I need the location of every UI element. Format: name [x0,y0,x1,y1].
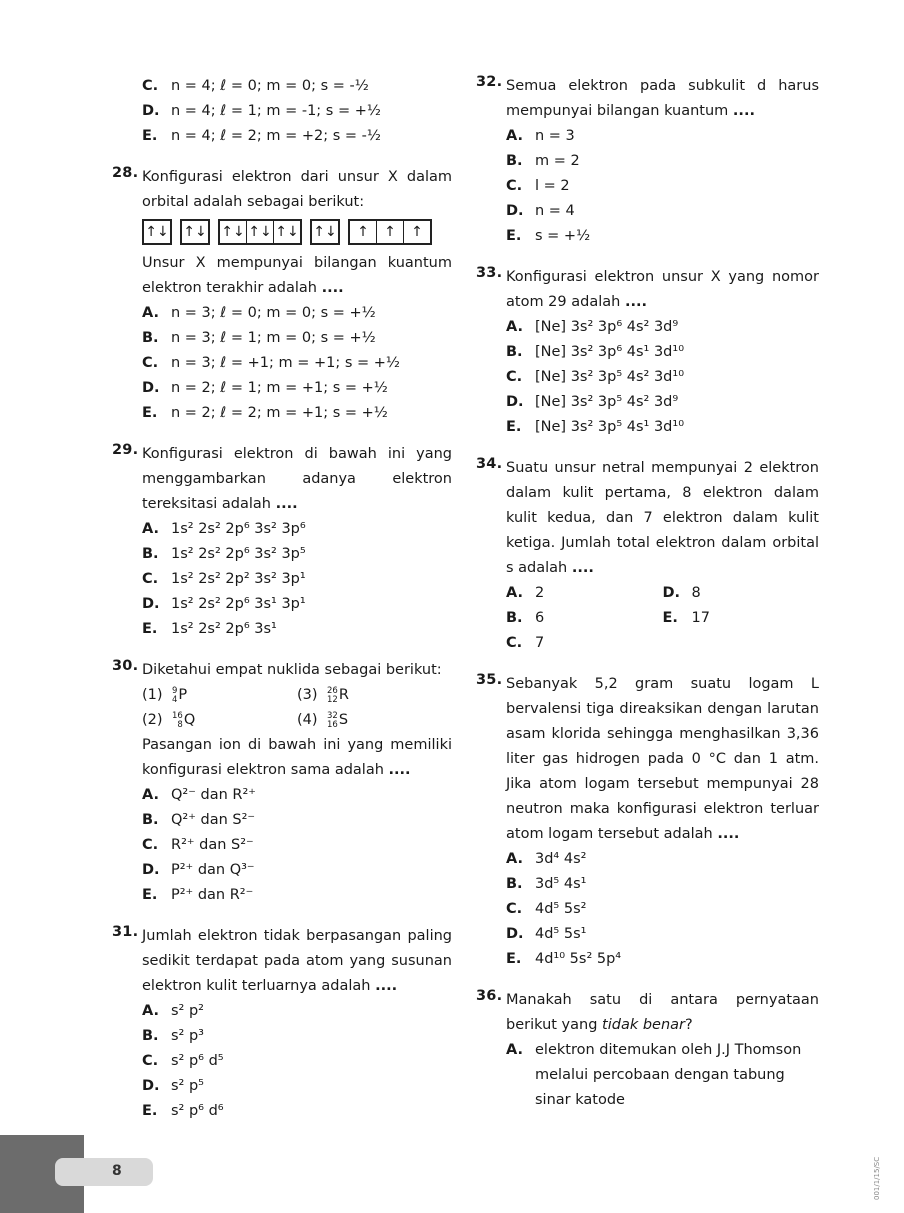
orbital-box: ↑↓ [145,224,169,240]
page-number-tab [55,1158,153,1186]
page-number: 8 [112,1163,122,1179]
option-31c[interactable]: C. s² p⁶ d⁵ [142,1053,224,1069]
question-stem: Konfigurasi elektron unsur X yang nomor atom 29 adalah .... [506,269,819,310]
question-28 [112,165,452,426]
orbital-box: ↑↓ [247,221,274,243]
question-number: 31. [112,924,139,940]
question-32 [476,74,819,249]
nuclide-symbol: 32 16 S [327,710,349,730]
option-29b[interactable]: B. 1s² 2s² 2p⁶ 3s² 3p⁵ [142,546,306,562]
orbital-box: ↑↓ [220,221,247,243]
option-34d[interactable]: D. 8 [662,585,701,601]
left-column [112,74,452,1140]
option-33a[interactable]: A. [Ne] 3s² 3p⁶ 4s² 3d⁹ [506,319,679,335]
question-number: 28. [112,165,139,181]
option-30b[interactable]: B. Q²⁺ dan S²⁻ [142,812,256,828]
question-number: 32. [476,74,503,90]
question-stem: Konfigurasi elektron dari unsur X dalam orbital adalah sebagai berikut: [142,169,452,210]
question-31 [112,924,452,1124]
question-stem: Konfigurasi elektron di bawah ini yang menggambarkan adanya elektron tereksitasi adalah .... [142,446,452,512]
option-34a[interactable]: A. 2 [506,585,545,601]
nuclide-symbol: 9 4 P [172,685,188,705]
option-32b[interactable]: B. m = 2 [506,153,580,169]
question-36 [476,988,819,1113]
question-stem: Sebanyak 5,2 gram suatu logam L bervalensi tiga direaksikan dengan larutan asam klorida sehingga menghasilkan 3,36 liter gas hidrogen pada 0 °C dan 1 atm. Jika atom logam tersebut mempunyai 28 neutron maka konfigurasi elektron terluar atom logam tersebut adalah .... [506,676,819,842]
option-36a[interactable]: A. elektron ditemukan oleh J.J Thomson melalui percobaan dengan tabung sinar katode [506,1042,802,1108]
option-32a[interactable]: A. n = 3 [506,128,575,144]
option-29d[interactable]: D. 1s² 2s² 2p⁶ 3s¹ 3p¹ [142,596,306,612]
question-stem: Jumlah elektron tidak berpasangan paling sedikit terdapat pada atom yang susunan elektron kulit terluarnya adalah .... [142,928,452,994]
option-33b[interactable]: B. [Ne] 3s² 3p⁶ 4s¹ 3d¹⁰ [506,344,685,360]
nuclide-symbol: 26 12 R [327,685,349,705]
nuclide-item: (1) 9 4 P [142,683,297,708]
question-stem-continued: Unsur X mempunyai bilangan kuantum elektron terakhir adalah .... [142,255,452,296]
option-35a[interactable]: A. 3d⁴ 4s² [506,851,587,867]
option-28b[interactable]: B. n = 3; ℓ = 1; m = 0; s = +½ [142,330,376,346]
orbital-box: ↑ [411,224,423,240]
option-31d[interactable]: D. s² p⁵ [142,1078,204,1094]
option-31e[interactable]: E. s² p⁶ d⁶ [142,1103,224,1119]
nuclide-item: (3) 26 12 R [297,683,452,708]
question-33 [476,265,819,440]
option-30c[interactable]: C. R²⁺ dan S²⁻ [142,837,254,853]
question-stem-continued: Pasangan ion di bawah ini yang memiliki konfigurasi elektron sama adalah .... [142,737,452,778]
question-number: 33. [476,265,503,281]
question-27-continued [112,74,452,149]
option-27d[interactable]: D. n = 4; ℓ = 1; m = -1; s = +½ [142,103,381,119]
orbital-group [310,219,340,245]
option-27e[interactable]: E. n = 4; ℓ = 2; m = +2; s = -½ [142,128,381,144]
option-30a[interactable]: A. Q²⁻ dan R²⁺ [142,787,256,803]
question-stem: Suatu unsur netral mempunyai 2 elektron dalam kulit pertama, 8 elektron dalam kulit kedua, dan 7 elektron dalam kulit ketiga. Jumlah total elektron dalam orbital s adalah .... [506,460,819,576]
question-number: 34. [476,456,503,472]
option-29a[interactable]: A. 1s² 2s² 2p⁶ 3s² 3p⁶ [142,521,306,537]
option-30d[interactable]: D. P²⁺ dan Q³⁻ [142,862,255,878]
nuclide-list [142,683,452,733]
orbital-group [180,219,210,245]
option-28c[interactable]: C. n = 3; ℓ = +1; m = +1; s = +½ [142,355,400,371]
option-31a[interactable]: A. s² p² [142,1003,204,1019]
option-32c[interactable]: C. l = 2 [506,178,570,194]
option-31b[interactable]: B. s² p³ [142,1028,204,1044]
orbital-group [218,219,302,245]
orbital-diagram [142,219,452,245]
question-number: 36. [476,988,503,1004]
option-32d[interactable]: D. n = 4 [506,203,575,219]
option-34c[interactable]: C. 7 [506,635,545,651]
option-35b[interactable]: B. 3d⁵ 4s¹ [506,876,587,892]
nuclide-item: (2) 16 8 Q [142,708,297,733]
option-34b[interactable]: B. 6 [506,610,545,626]
option-29e[interactable]: E. 1s² 2s² 2p⁶ 3s¹ [142,621,277,637]
nuclide-item: (4) 32 16 S [297,708,452,733]
question-stem: Manakah satu di antara pernyataan berikut yang tidak benar? [506,992,819,1033]
right-column [476,74,819,1129]
option-27c[interactable]: C. n = 4; ℓ = 0; m = 0; s = -½ [142,78,369,94]
question-stem: Semua elektron pada subkulit d harus mempunyai bilangan kuantum .... [506,78,819,119]
question-stem: Diketahui empat nuklida sebagai berikut: [142,662,442,678]
option-28a[interactable]: A. n = 3; ℓ = 0; m = 0; s = +½ [142,305,376,321]
option-35e[interactable]: E. 4d¹⁰ 5s² 5p⁴ [506,951,622,967]
option-32e[interactable]: E. s = +½ [506,228,591,244]
question-number: 30. [112,658,139,674]
options-grid [506,581,819,656]
orbital-box: ↑↓ [313,224,337,240]
print-code: 001/1/15/SC [873,1156,881,1200]
question-34 [476,456,819,656]
option-33c[interactable]: C. [Ne] 3s² 3p⁵ 4s² 3d¹⁰ [506,369,685,385]
question-number: 35. [476,672,503,688]
option-30e[interactable]: E. P²⁺ dan R²⁻ [142,887,254,903]
option-28e[interactable]: E. n = 2; ℓ = 2; m = +1; s = +½ [142,405,388,421]
nuclide-symbol: 16 8 Q [172,710,196,730]
question-number: 29. [112,442,139,458]
option-35d[interactable]: D. 4d⁵ 5s¹ [506,926,587,942]
orbital-group [348,219,432,245]
option-34e[interactable]: E. 17 [662,610,710,626]
orbital-box: ↑ [350,221,377,243]
option-35c[interactable]: C. 4d⁵ 5s² [506,901,587,917]
question-30 [112,658,452,908]
option-29c[interactable]: C. 1s² 2s² 2p² 3s² 3p¹ [142,571,306,587]
question-29 [112,442,452,642]
option-33e[interactable]: E. [Ne] 3s² 3p⁵ 4s¹ 3d¹⁰ [506,419,685,435]
option-28d[interactable]: D. n = 2; ℓ = 1; m = +1; s = +½ [142,380,388,396]
orbital-box: ↑↓ [275,224,299,240]
orbital-box: ↑ [377,221,404,243]
orbital-box: ↑↓ [183,224,207,240]
question-35 [476,672,819,972]
option-33d[interactable]: D. [Ne] 3s² 3p⁵ 4s² 3d⁹ [506,394,679,410]
orbital-group [142,219,172,245]
